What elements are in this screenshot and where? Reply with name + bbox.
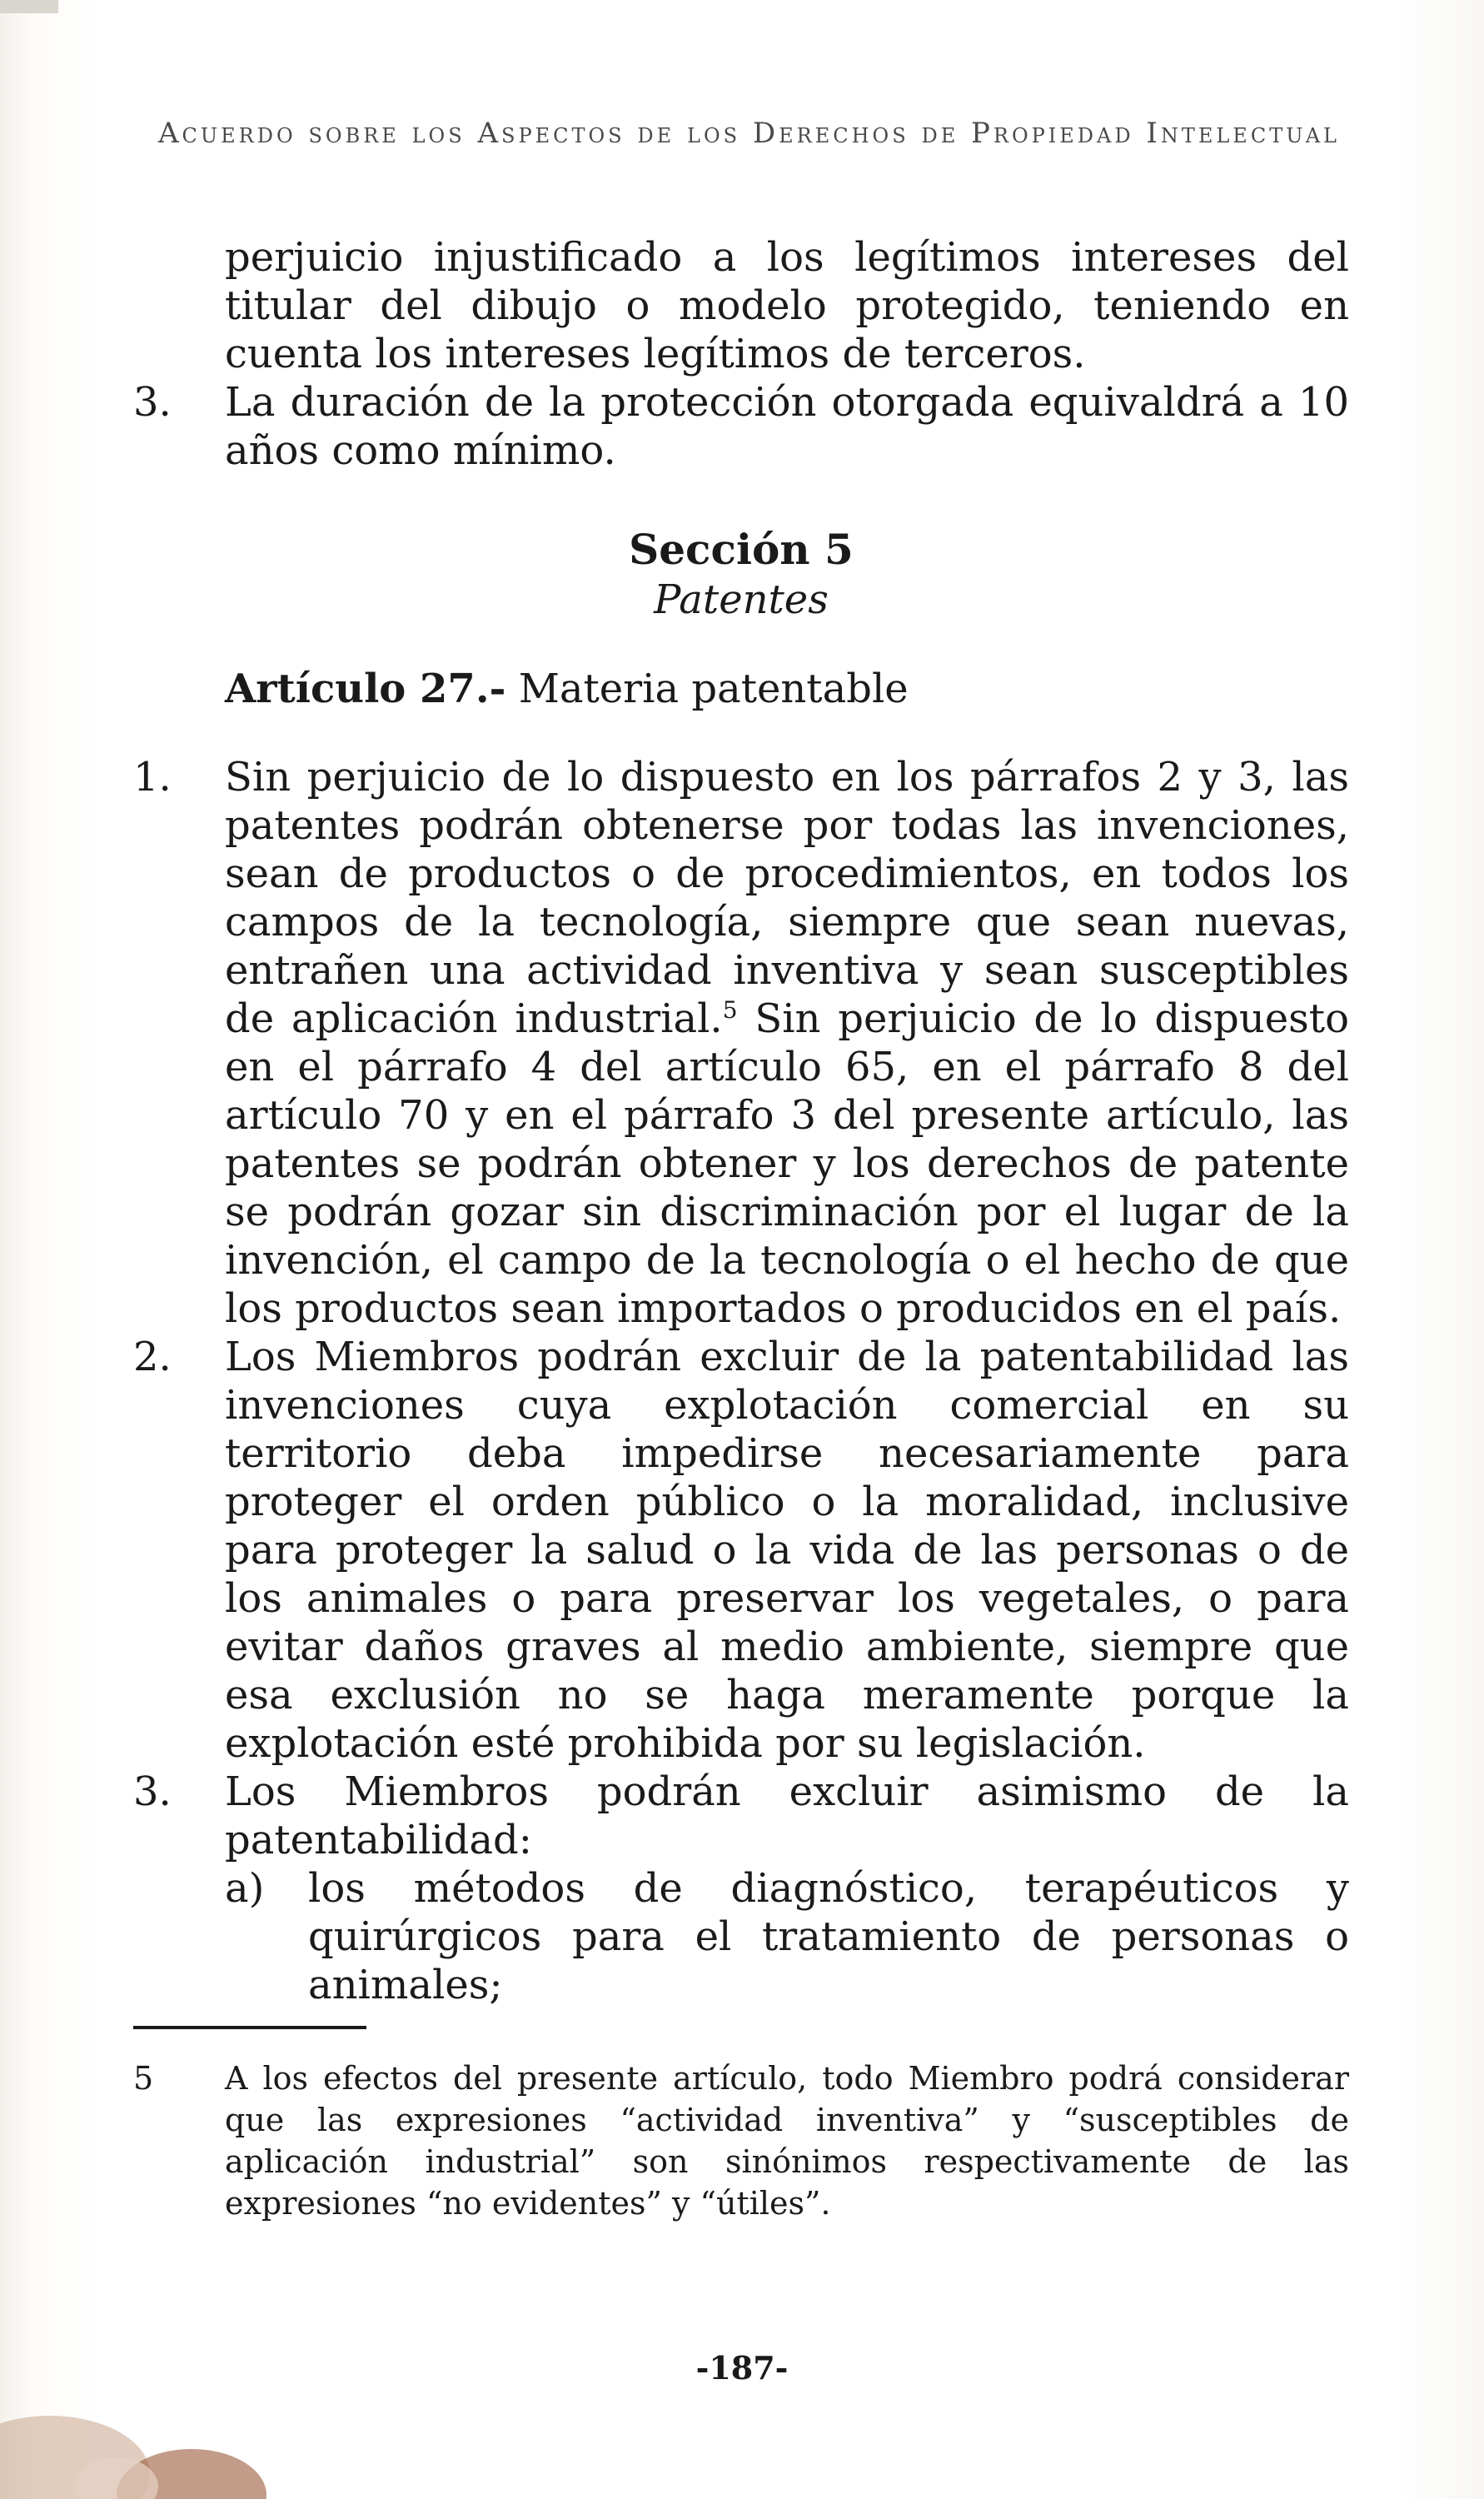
page-number: -187- [695, 2349, 789, 2387]
footnote-text: A los efectos del presente artículo, todo Miembro podrá considerar que las expresiones “actividad inventiva” y “susceptibles de aplicación industrial” son sinónimos respectivamente de las expresiones “no evidentes” y “útiles”. [225, 2060, 1349, 2222]
list-item-2 [133, 1333, 1349, 1768]
continuation-paragraph: perjuicio injustificado a los legítimos intereses del titular del dibujo o modelo protegido, teniendo en cuenta los intereses legítimos de terceros. [225, 234, 1349, 377]
article-label: Artículo 27.- [225, 666, 506, 712]
footnote [133, 2058, 1349, 2224]
sublist-letter: a) [225, 1865, 265, 1912]
list-text-part-b: Sin perjuicio de lo dispuesto en el párrafo 4 del artículo 65, en el párrafo 8 del artículo 70 y en el párrafo 3 del presente artículo, las patentes se podrán obtener y los derechos de patente se podrán gozar sin discriminación por el lugar de la invención, el campo de la tecnología o el hecho de que los productos sean importados o producidos en el país. [225, 995, 1349, 1332]
footnote-separator [133, 2026, 366, 2029]
footnote-number: 5 [133, 2060, 154, 2097]
section-heading: Sección 5 [629, 525, 854, 574]
scan-edge-mark [0, 0, 58, 13]
list-item-3 [133, 1768, 1349, 1864]
photo-fragment-decoration [0, 2349, 275, 2499]
list-text: Los Miembros podrán excluir de la patentabilidad las invenciones cuya explotación comercial en su territorio deba impedirse necesariamente para proteger el orden público o la moralidad, inclusive para proteger la salud o la vida de las personas o de los animales o para preservar los vegetales, o para evitar daños graves al medio ambiente, siempre que esa exclusión no se haga meramente porque la explotación esté prohibida por su legislación. [225, 1334, 1349, 1767]
list-item-1 [133, 753, 1349, 1333]
sublist-text: los métodos de diagnóstico, terapéuticos y quirúrgicos para el tratamiento de personas o animales; [308, 1865, 1349, 2008]
list-number: 3. [133, 1768, 172, 1815]
list-text: Los Miembros podrán excluir asimismo de la patentabilidad: [225, 1768, 1349, 1863]
page-body [133, 233, 1349, 2009]
section-subtitle: Patentes [654, 576, 829, 623]
list-item-prev-3 [133, 378, 1349, 475]
sublist-item-a [133, 1864, 1349, 2009]
list-text-part-a: Sin perjuicio de lo dispuesto en los párrafos 2 y 3, las patentes podrán obtenerse por todas las invenciones, sean de productos o de procedimientos, en todos los campos de la tecnología, siempre que sean nuevas, entrañen una actividad inventiva y sean susceptibles de aplicación industrial. [225, 754, 1349, 1042]
list-text [225, 753, 1349, 1333]
list-number: 1. [133, 754, 172, 801]
article-title [133, 665, 1349, 713]
article-name: Materia patentable [518, 666, 909, 712]
list-text: La duración de la protección otorgada equivaldrá a 10 años como mínimo. [225, 379, 1349, 474]
list-number: 2. [133, 1334, 172, 1380]
running-head: Acuerdo sobre los Aspectos de los Derechos de Propiedad Intelectual [158, 117, 1340, 150]
list-number: 3. [133, 379, 172, 426]
footnote-reference[interactable]: 5 [722, 996, 738, 1024]
